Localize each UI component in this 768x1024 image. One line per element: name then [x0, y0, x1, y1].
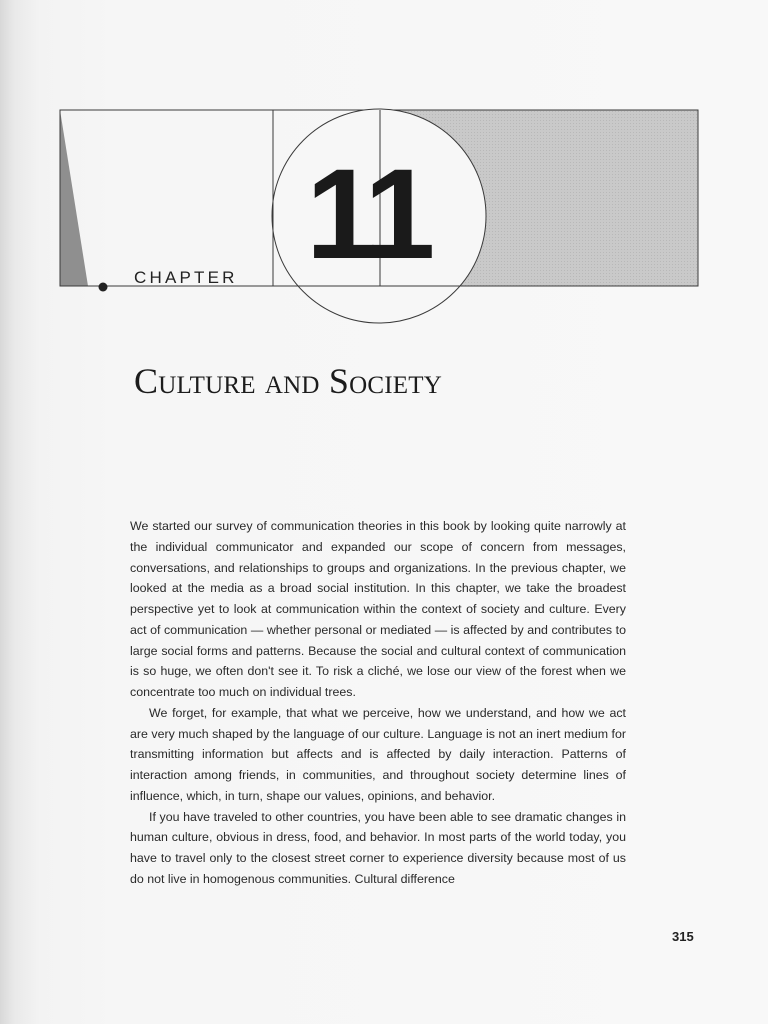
paragraph: If you have traveled to other countries, you have been able to see dramatic changes in human culture, obvious in dress, food, and behavior. In most parts of the world today, you have to travel only to the closest street corner to experience diversity because most of us do not live in homogenous communities. Cultural difference: [130, 809, 626, 886]
body-text: [130, 516, 626, 890]
chapter-number: 11: [306, 143, 430, 286]
paragraph: We forget, for example, that what we perceive, how we understand, and how we act are very much shaped by the language of our culture. Language is not an inert medium for transmitting information but affects and is affected by daily interaction. Patterns of interaction among friends, in communities, and throughout society determine lines of influence, which, in turn, shape our values, opinions, and behavior.: [130, 705, 626, 803]
chapter-title: Culture and Society: [134, 361, 442, 401]
paragraph: We started our survey of communication theories in this book by looking quite narrowly at the individual communicator and expanded our scope of concern from messages, conversations, and relationships to groups and organizations. In the previous chapter, we looked at the media as a broad social institution. In this chapter, we take the broadest perspective yet to look at communication within the context of society and culture. Every act of communication — whether personal or mediated — is affected by and contributes to large social forms and patterns. Because the social and cultural context of communication is so huge, we often don't see it. To risk a cliché, we lose our view of the forest when we concentrate too much on individual trees.: [130, 519, 626, 699]
chapter-label: CHAPTER: [134, 268, 238, 287]
banner-bullet-dot: [99, 283, 108, 292]
page-number: 315: [672, 929, 694, 944]
banner-left-wedge: [60, 110, 88, 286]
